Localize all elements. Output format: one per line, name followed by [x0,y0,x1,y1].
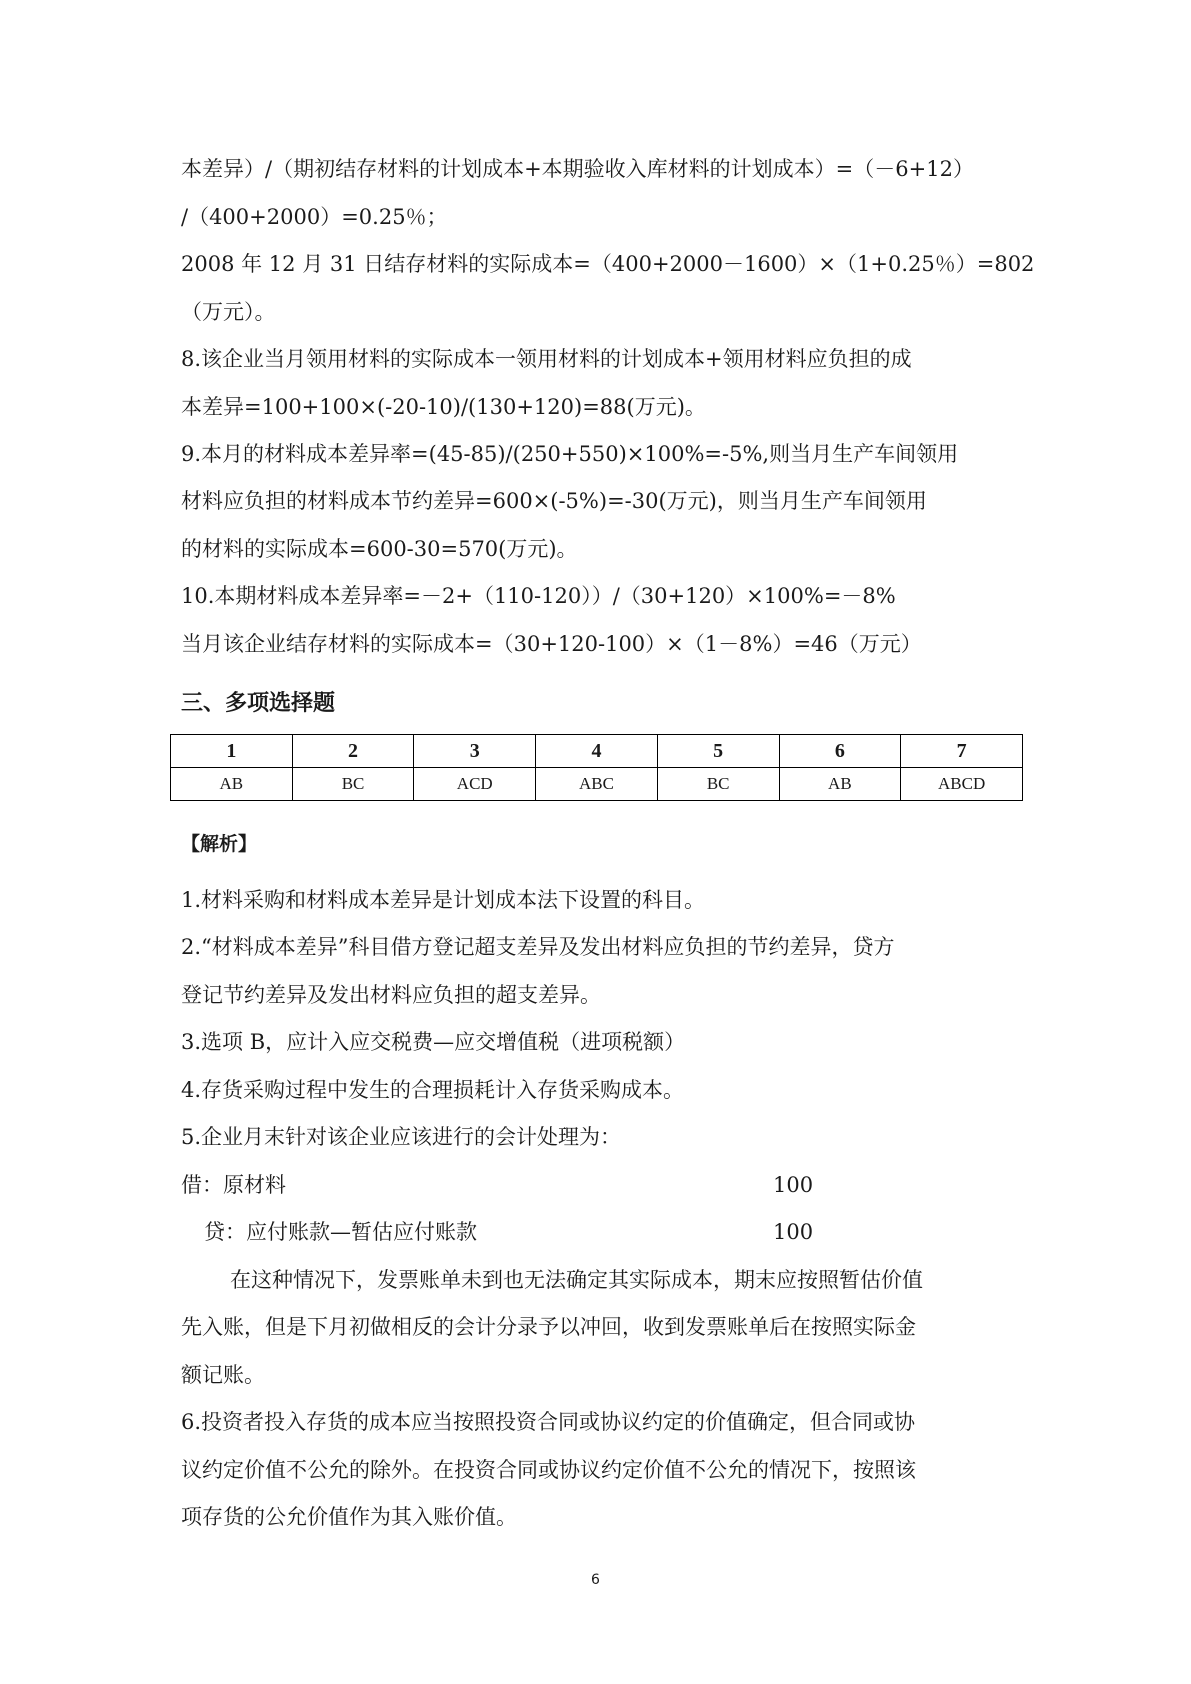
text-line: 在这种情况下，发票账单未到也无法确定其实际成本，期末应按照暂估价值 [230,1268,923,1292]
table-cell-number: 2 [292,735,414,768]
text-line: 6.投资者投入存货的成本应当按照投资合同或协议约定的价值确定，但合同或协 [181,1410,916,1434]
text-line: 额记账。 [181,1363,265,1387]
journal-debit-amount: 100 [773,1173,814,1197]
analysis-label: 【解析】 [181,833,258,855]
text-line: 本差异=100+100×(-20-10)/(130+120)=88(万元)。 [181,395,706,419]
text-line: 1.材料采购和材料成本差异是计划成本法下设置的科目。 [181,888,706,912]
text-line: 10.本期材料成本差异率=－2+（110-120））/（30+120）×100%=－8% [181,584,896,608]
text-line: 2.“材料成本差异”科目借方登记超支差异及发出材料应负担的节约差异，贷方 [181,935,895,959]
text-line: /（400+2000）=0.25％； [181,205,448,229]
table-cell-answer: BC [657,768,779,801]
journal-credit-label: 贷：应付账款—暂估应付账款 [204,1220,477,1244]
table-cell-answer: BC [292,768,414,801]
text-line: 当月该企业结存材料的实际成本=（30+120-100）×（1－8%）=46（万元） [181,632,922,656]
table-cell-answer: AB [171,768,293,801]
table-cell-number: 5 [657,735,779,768]
table-answer-row [171,768,1023,801]
text-line: 材料应负担的材料成本节约差异=600×(-5%)=-30(万元)，则当月生产车间领用 [181,489,927,513]
text-line: 3.选项 B，应计入应交税费—应交增值税（进项税额） [181,1030,686,1054]
text-line: （万元）。 [181,300,276,324]
table-cell-number: 3 [414,735,536,768]
table-cell-number: 1 [171,735,293,768]
text-line: 2008 年 12 月 31 日结存材料的实际成本=（400+2000－1600）×（1+0.25％）=802 [181,252,1035,276]
text-line: 5.企业月末针对该企业应该进行的会计处理为： [181,1125,622,1149]
table-cell-answer: ABCD [901,768,1023,801]
text-line: 4.存货采购过程中发生的合理损耗计入存货采购成本。 [181,1078,685,1102]
text-line: 项存货的公允价值作为其入账价值。 [181,1505,517,1529]
table-cell-answer: ABC [536,768,658,801]
text-line: 议约定价值不公允的除外。在投资合同或协议约定价值不公允的情况下，按照该 [181,1458,916,1482]
text-line: 本差异）/（期初结存材料的计划成本+本期验收入库材料的计划成本）=（－6+12） [181,157,974,181]
text-line: 的材料的实际成本=600-30=570(万元)。 [181,537,578,561]
section-title: 三、多项选择题 [181,691,336,716]
answer-table [170,734,1023,801]
table-header-row [171,735,1023,768]
text-line: 登记节约差异及发出材料应负担的超支差异。 [181,983,601,1007]
text-line: 先入账，但是下月初做相反的会计分录予以冲回，收到发票账单后在按照实际金 [181,1315,916,1339]
table-cell-number: 4 [536,735,658,768]
table-cell-answer: AB [779,768,901,801]
table-cell-number: 7 [901,735,1023,768]
text-line: 8.该企业当月领用材料的实际成本一领用材料的计划成本+领用材料应负担的成 [181,347,912,371]
page-number: 6 [591,1572,600,1588]
table-cell-answer: ACD [414,768,536,801]
text-line: 9.本月的材料成本差异率=(45-85)/(250+550)×100%=-5%,则当月生产车间领用 [181,442,959,466]
journal-credit-amount: 100 [773,1220,814,1244]
table-cell-number: 6 [779,735,901,768]
journal-debit-label: 借：原材料 [181,1173,286,1197]
